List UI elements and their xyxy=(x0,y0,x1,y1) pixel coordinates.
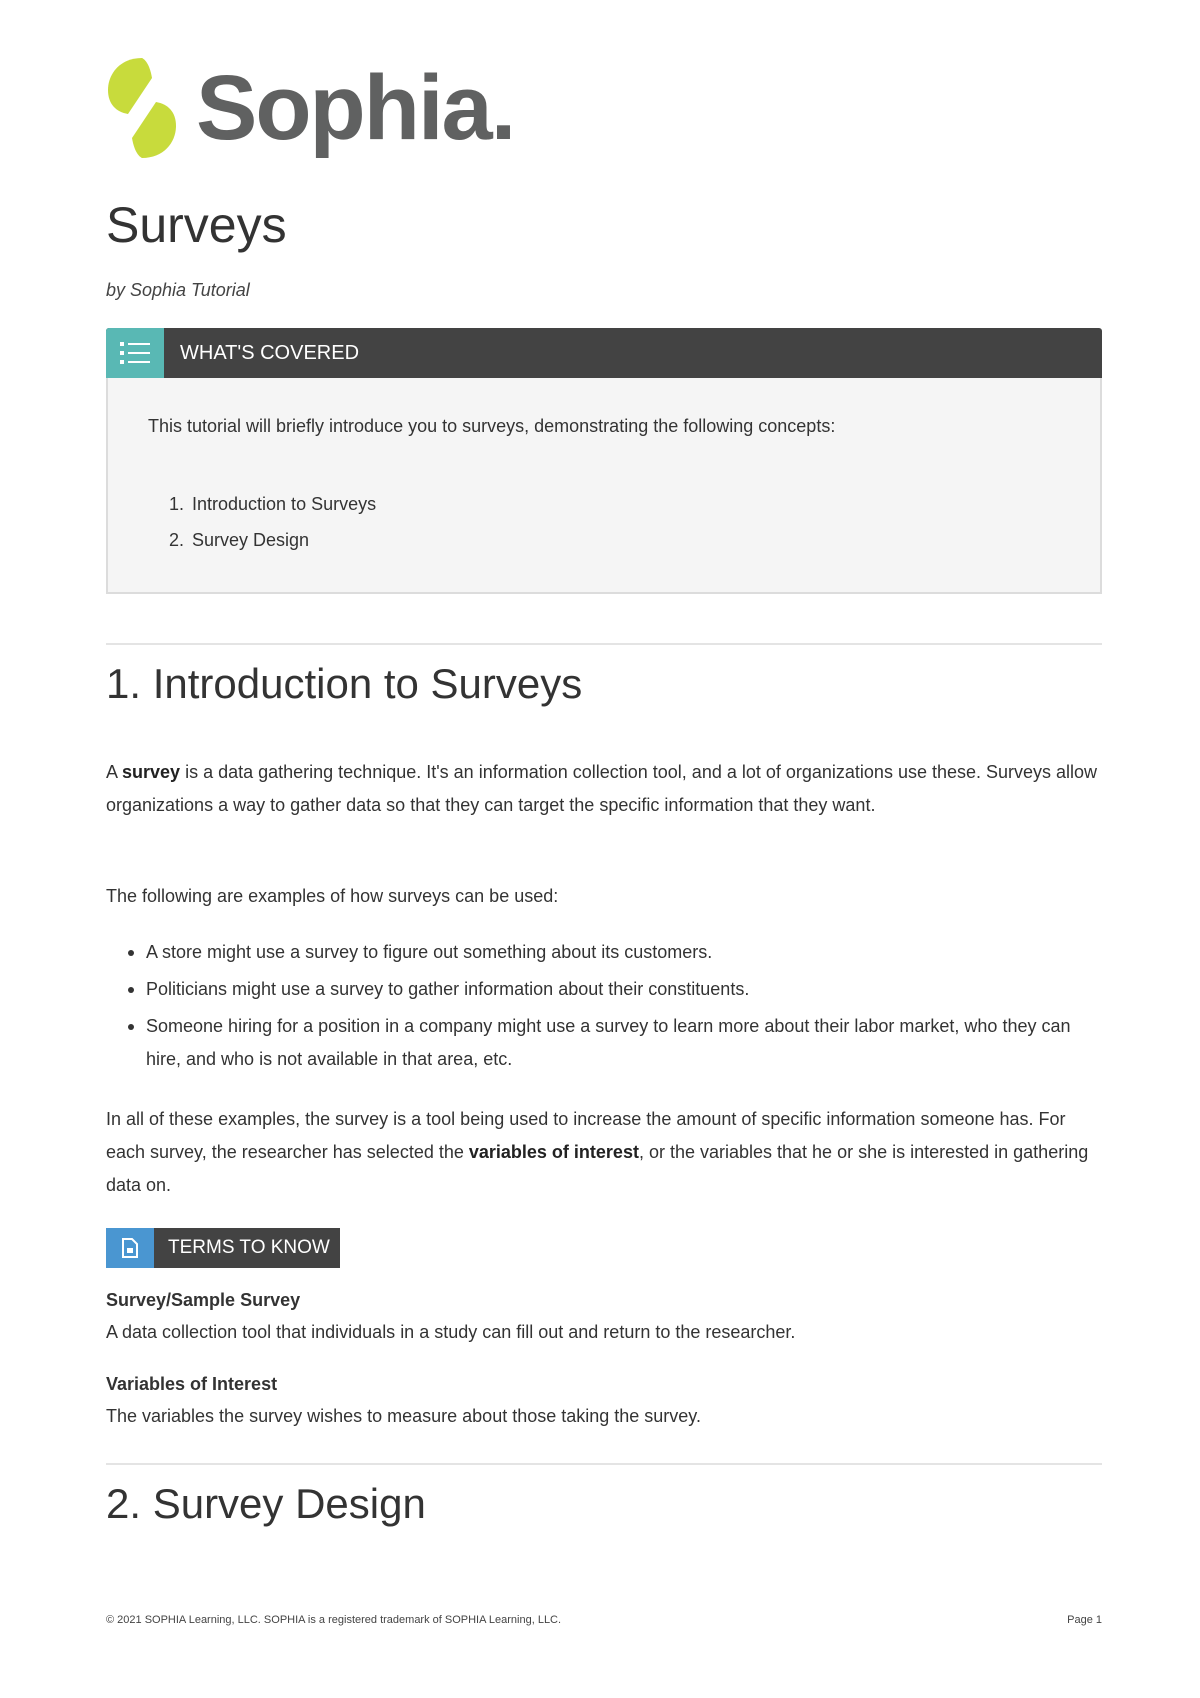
term-title: Survey/Sample Survey xyxy=(106,1290,301,1310)
bullet-icon xyxy=(128,987,134,993)
sophia-leaf-icon xyxy=(106,56,178,160)
bullet-icon xyxy=(128,950,134,956)
whats-covered-intro: This tutorial will briefly introduce you to surveys, demonstrating the following concepts: xyxy=(148,416,836,436)
whats-covered-box xyxy=(106,328,1102,594)
examples-intro-paragraph: The following are examples of how surveys can be used: xyxy=(106,886,559,906)
whats-covered-label: WHAT'S COVERED xyxy=(180,342,360,364)
brand-name: Sophia. xyxy=(196,57,515,159)
term-definition: A data collection tool that individuals in a study can fill out and return to the researcher. xyxy=(106,1322,796,1342)
terms-to-know-header xyxy=(106,1228,340,1268)
section-divider xyxy=(106,1463,1102,1465)
document-page xyxy=(106,0,1102,1698)
section-divider xyxy=(106,643,1102,645)
bullet-icon xyxy=(128,1024,134,1030)
footer-page-number: Page 1 xyxy=(1067,1614,1102,1626)
footer-copyright: © 2021 SOPHIA Learning, LLC. SOPHIA is a registered trademark of SOPHIA Learning, LLC. xyxy=(106,1614,562,1626)
list-item: 1. Introduction to Surveys xyxy=(168,494,377,514)
list-item: 2. Survey Design xyxy=(168,530,310,550)
whats-covered-body xyxy=(106,378,1102,594)
list-item: Someone hiring for a position in a company might use a survey to learn more about their labor market, who they can hire, and who is not available in that area, etc. xyxy=(106,1010,1102,1076)
section-heading-design: 2. Survey Design xyxy=(106,1480,426,1527)
document-icon xyxy=(106,1228,154,1268)
terms-to-know-label: TERMS TO KNOW xyxy=(168,1237,330,1258)
covered-topic-list xyxy=(148,486,376,558)
list-icon xyxy=(106,328,164,378)
list-item: Politicians might use a survey to gather information about their constituents. xyxy=(106,973,1102,1006)
page-title: Surveys xyxy=(106,197,287,253)
sophia-logo xyxy=(106,56,514,160)
examples-list xyxy=(106,936,1102,1080)
section-heading-intro: 1. Introduction to Surveys xyxy=(106,660,583,707)
byline: by Sophia Tutorial xyxy=(106,280,250,300)
list-item: A store might use a survey to figure out something about its customers. xyxy=(106,936,1102,969)
variables-paragraph: In all of these examples, the survey is a tool being used to increase the amount of specific information someone has. For each survey, the researcher has selected the variables of interest, or the variables that he or she is interested in gathering data on. xyxy=(106,1109,1089,1195)
term-title: Variables of Interest xyxy=(106,1374,278,1394)
term-definition: The variables the survey wishes to measure about those taking the survey. xyxy=(106,1406,701,1426)
survey-definition-paragraph: A survey is a data gathering technique. It's an information collection tool, and a lot of organizations use these. Surveys allow organizations a way to gather data so that they can target the specific information that they want. xyxy=(106,762,1098,815)
whats-covered-header xyxy=(106,328,1102,378)
